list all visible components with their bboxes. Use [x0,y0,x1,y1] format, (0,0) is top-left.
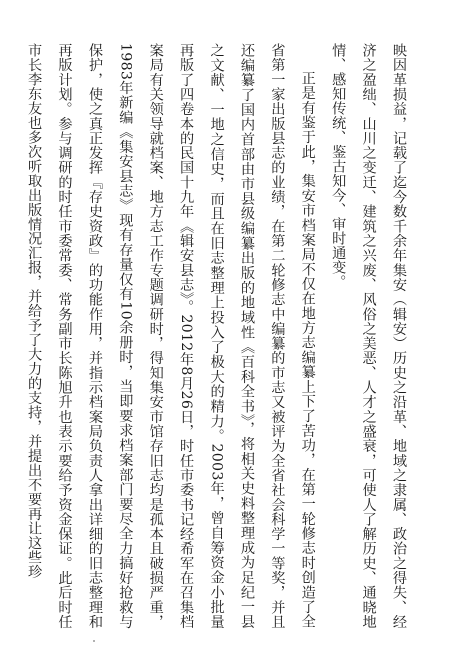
scan-speck [93,640,95,642]
paragraph-2: 正是有鉴于此，集安市档案局不仅在地方志编纂上下了苦功，在第一轮修志时创造了全省第一家出版县志的业绩，在第二轮修志中编纂的市志又被评为全省社会科学一等奖，并且还编纂了国内首部由市县级编纂出版的地域性《百科全书》，将相关史料整理成为足纪一县之文献、一地之信史，而且在旧志整理上投入了极大的精力。2003年，曾自筹资金小批量再版了四卷本的民国十九年《辑安县志》。2012年8月26日，时任市委书记经希军在召集档案局有关领导就档案、地方志工作专题调研时，得知集安市馆存旧志均是孤本且破损严重，1983年新编《集安县志》现有存量仅有10余册时，当即要求档案部门要尽全力搞好抢救与保护，使之真正发挥『存史资政』的功能作用，并指示档案局负责人拿出详细的旧志整理和再版计划。参与调研的时任市委常委、常务副市长陈旭升也表示要给予资金保证。此后时任市长李东友也多次听取出版情况汇报，并给予了大力的支持，并提出不要再让这些珍 [26,43,316,629]
paragraph-1: 映因革损益，记载了迄今数千余年集安（辑安）历史之沿革、地域之隶属、政治之得失、经济之盈绌、山川之变迁、建筑之兴废、风俗之美恶、人才之盛衰，可使人了解历史、通晓地情、感知传统、鉴古知今、审时通变。 [330,43,407,629]
vertical-text-body [26,43,414,629]
